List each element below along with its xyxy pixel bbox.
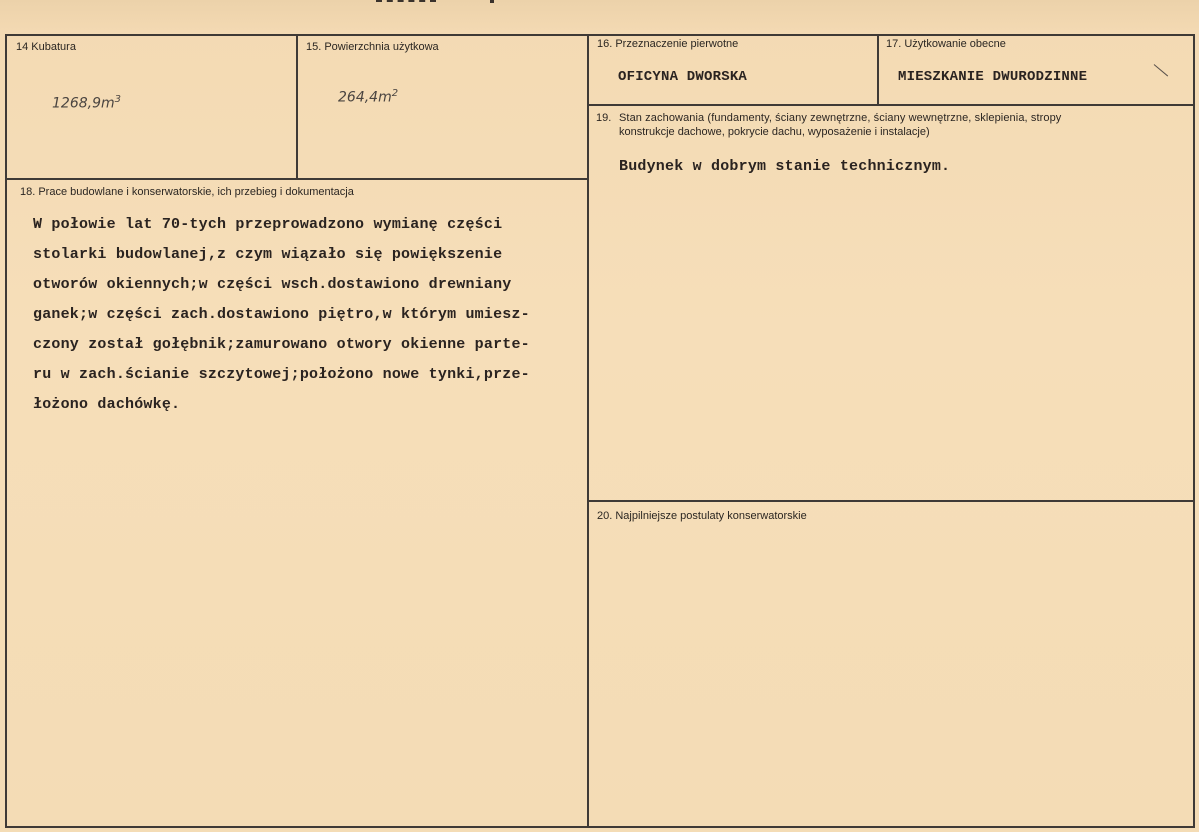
field-18-line: stolarki budowlanej,z czym wiązało się powiększenie xyxy=(33,246,503,263)
field-18-line: otworów okiennych;w części wsch.dostawiono drewniany xyxy=(33,276,512,293)
rule-right xyxy=(1193,34,1195,828)
field-18-label: 18. Prace budowlane i konserwatorskie, ich przebieg i dokumentacja xyxy=(20,186,354,198)
field-20-label: 20. Najpilniejsze postulaty konserwatorskie xyxy=(597,510,807,522)
field-18-text xyxy=(33,210,530,420)
field-14-value xyxy=(52,94,121,112)
rule-top xyxy=(5,34,1195,36)
rule-col-16-17 xyxy=(877,34,879,104)
card-top-edge xyxy=(0,0,1199,30)
previous-section-stub xyxy=(376,0,436,5)
rule-right-row2 xyxy=(587,500,1193,502)
rule-left xyxy=(5,34,7,828)
field-15-unit-exponent: 2 xyxy=(391,88,399,99)
field-14-label: 14 Kubatura xyxy=(16,41,76,53)
field-19-label-line1: Stan zachowania (fundamenty, ściany zewnętrzne, ściany wewnętrzne, sklepienia, stropy xyxy=(619,112,1062,124)
field-18-line: ganek;w części zach.dostawiono piętro,w którym umiesz- xyxy=(33,306,530,323)
rule-bottom xyxy=(5,826,1195,828)
field-18-line: czony został gołębnik;zamurowano otwory okienne parte- xyxy=(33,336,530,353)
field-19-value: Budynek w dobrym stanie technicznym. xyxy=(619,158,951,175)
field-14-number: 1268,9m xyxy=(52,95,115,112)
field-15-value xyxy=(338,88,398,106)
field-19-number: 19. xyxy=(596,112,612,124)
rule-col-14-15 xyxy=(296,34,298,178)
field-15-number: 264,4m xyxy=(338,89,392,106)
field-18-line: ru w zach.ścianie szczytowej;położono nowe tynki,prze- xyxy=(33,366,530,383)
rule-right-row1 xyxy=(587,104,1193,106)
field-17-value: MIESZKANIE DWURODZINNE xyxy=(898,69,1088,85)
rule-main-divider xyxy=(587,34,589,828)
rule-left-row xyxy=(5,178,587,180)
previous-section-mark xyxy=(490,0,494,3)
field-19-label-line2: konstrukcje dachowe, pokrycie dachu, wyposażenie i instalacje) xyxy=(619,126,930,138)
field-18-line: łożono dachówkę. xyxy=(33,396,181,413)
pen-stroke-mark xyxy=(1154,64,1168,76)
field-16-value: OFICYNA DWORSKA xyxy=(618,69,748,85)
field-15-label: 15. Powierzchnia użytkowa xyxy=(306,41,439,53)
field-14-unit-exponent: 3 xyxy=(114,94,121,105)
field-17-label: 17. Użytkowanie obecne xyxy=(886,38,1006,50)
field-18-line: W połowie lat 70-tych przeprowadzono wymianę części xyxy=(33,216,503,233)
field-16-label: 16. Przeznaczenie pierwotne xyxy=(597,38,739,50)
